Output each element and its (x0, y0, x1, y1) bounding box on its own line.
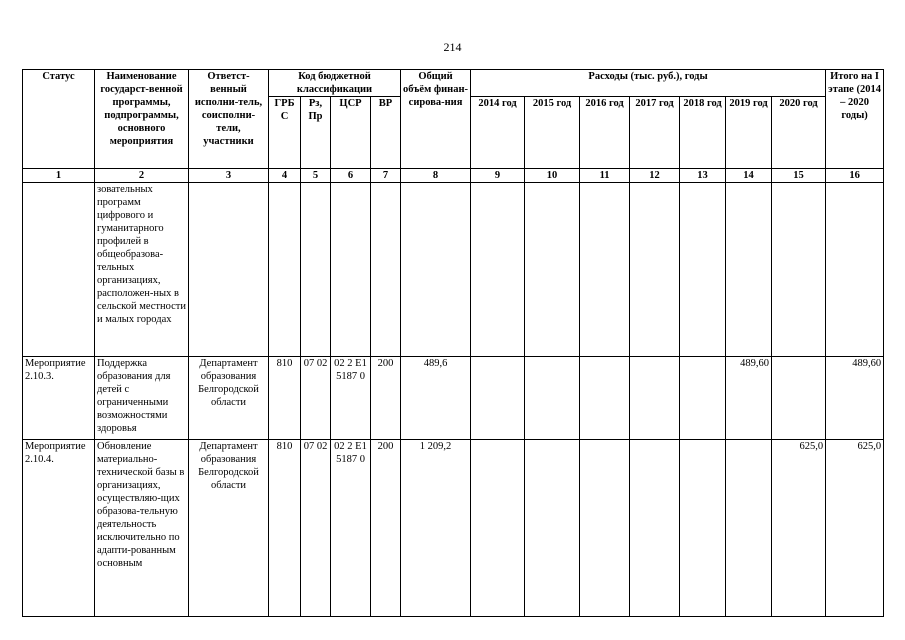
cell-program-name: зовательных программ цифрового и гуманитарного профилей в общеобразова-тельных организациях, расположен-ных в сельской местности и малых городах (95, 183, 189, 357)
header-year-2017: 2017 год (630, 97, 680, 169)
cell-program-name: Поддержка образования для детей с ограниченными возможностями здоровья (95, 357, 189, 440)
header-csr: ЦСР (331, 97, 371, 169)
column-number: 14 (726, 169, 772, 183)
cell-program-name: Обновление материально-технической базы в организациях, осуществляю-щих образова-тельную деятельность исключительно по адапти-рованным основным (95, 440, 189, 617)
cell-vr: 200 (371, 440, 401, 617)
header-grbs: ГРБ С (269, 97, 301, 169)
cell-2019 (726, 440, 772, 617)
column-number: 7 (371, 169, 401, 183)
cell-rzpr (301, 183, 331, 357)
header-year-2016: 2016 год (580, 97, 630, 169)
cell-grbs: 810 (269, 357, 301, 440)
cell-total-volume (401, 183, 471, 357)
page-number: 214 (443, 40, 462, 54)
cell-2019: 489,60 (726, 357, 772, 440)
header-rzpr: Рз, Пр (301, 97, 331, 169)
header-stage-total: Итого на I этапе (2014 – 2020 годы) (826, 70, 884, 169)
cell-2020 (772, 357, 826, 440)
cell-2017 (630, 357, 680, 440)
cell-csr: 02 2 E1 5187 0 (331, 440, 371, 617)
column-number: 12 (630, 169, 680, 183)
table-row-event-2-10-3 (23, 357, 884, 440)
column-number: 8 (401, 169, 471, 183)
cell-stage-total: 489,60 (826, 357, 884, 440)
column-number: 2 (95, 169, 189, 183)
cell-stage-total (826, 183, 884, 357)
cell-2018 (680, 440, 726, 617)
cell-csr: 02 2 E1 5187 0 (331, 357, 371, 440)
column-number: 16 (826, 169, 884, 183)
cell-rzpr: 07 02 (301, 440, 331, 617)
cell-2014 (471, 183, 525, 357)
header-year-2014: 2014 год (471, 97, 525, 169)
cell-vr (371, 183, 401, 357)
column-number: 10 (525, 169, 580, 183)
cell-status: Мероприятие 2.10.4. (23, 440, 95, 617)
header-expenses: Расходы (тыс. руб.), годы (471, 70, 826, 97)
cell-2014 (471, 357, 525, 440)
header-program-name: Наименование государст-венной программы, подпрограммы, основного мероприятия (95, 70, 189, 169)
cell-rzpr: 07 02 (301, 357, 331, 440)
header-year-2019: 2019 год (726, 97, 772, 169)
cell-2017 (630, 440, 680, 617)
cell-2017 (630, 183, 680, 357)
cell-stage-total: 625,0 (826, 440, 884, 617)
cell-grbs (269, 183, 301, 357)
cell-status (23, 183, 95, 357)
cell-grbs: 810 (269, 440, 301, 617)
table-row-continuation (23, 183, 884, 357)
column-number: 11 (580, 169, 630, 183)
cell-status: Мероприятие 2.10.3. (23, 357, 95, 440)
cell-2016 (580, 440, 630, 617)
cell-2018 (680, 357, 726, 440)
column-number: 4 (269, 169, 301, 183)
column-number-row (23, 169, 884, 183)
cell-csr (331, 183, 371, 357)
cell-2016 (580, 357, 630, 440)
header-year-2018: 2018 год (680, 97, 726, 169)
header-status: Статус (23, 70, 95, 169)
column-number: 5 (301, 169, 331, 183)
header-year-2020: 2020 год (772, 97, 826, 169)
cell-vr: 200 (371, 357, 401, 440)
column-number: 9 (471, 169, 525, 183)
cell-responsible (189, 183, 269, 357)
cell-2014 (471, 440, 525, 617)
column-number: 6 (331, 169, 371, 183)
header-budget-code: Код бюджетной классификации (269, 70, 401, 97)
column-number: 13 (680, 169, 726, 183)
cell-2019 (726, 183, 772, 357)
header-vr: ВР (371, 97, 401, 169)
column-number: 15 (772, 169, 826, 183)
cell-responsible: Департамент образования Белгородской области (189, 440, 269, 617)
cell-2020: 625,0 (772, 440, 826, 617)
cell-2015 (525, 357, 580, 440)
table-row-event-2-10-4 (23, 440, 884, 617)
cell-responsible: Департамент образования Белгородской области (189, 357, 269, 440)
header-responsible: Ответст-венный исполни-тель, соисполни-тели, участники (189, 70, 269, 169)
column-number: 3 (189, 169, 269, 183)
cell-2016 (580, 183, 630, 357)
cell-2015 (525, 440, 580, 617)
header-year-2015: 2015 год (525, 97, 580, 169)
cell-2018 (680, 183, 726, 357)
header-total-volume: Общий объём финан-сирова-ния (401, 70, 471, 169)
header-row-1 (23, 70, 884, 97)
cell-total-volume: 489,6 (401, 357, 471, 440)
cell-2015 (525, 183, 580, 357)
cell-2020 (772, 183, 826, 357)
budget-table (22, 69, 884, 617)
column-number: 1 (23, 169, 95, 183)
cell-total-volume: 1 209,2 (401, 440, 471, 617)
